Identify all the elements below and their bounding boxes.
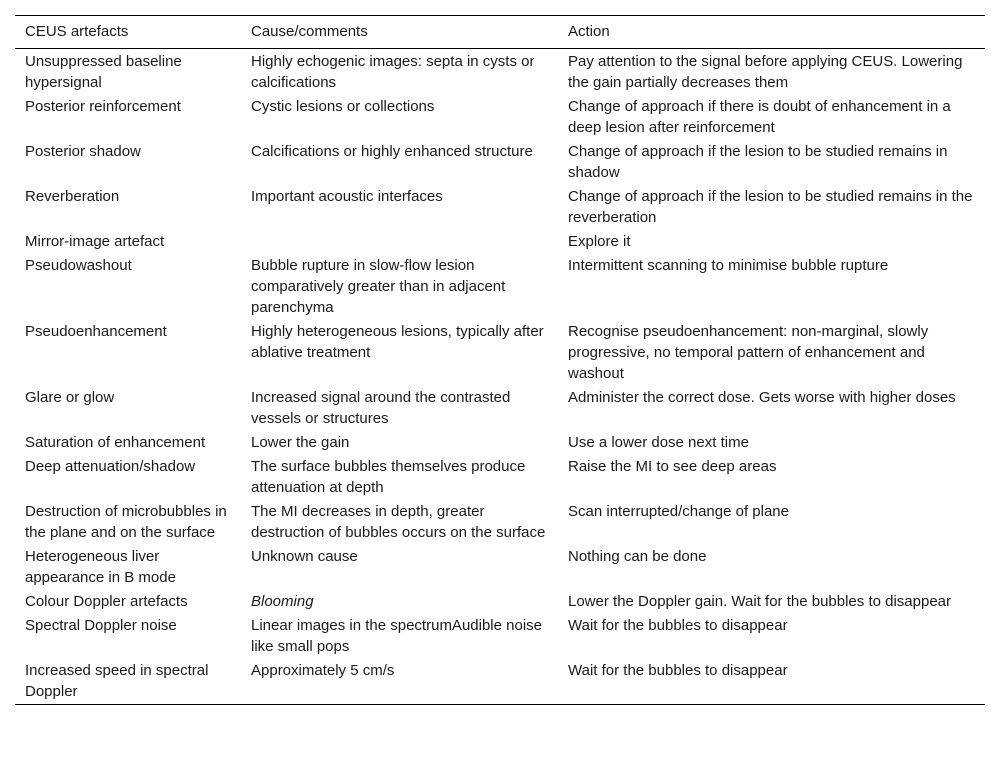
ceus-artefacts-table bbox=[15, 15, 985, 705]
artefact-cell: Posterior reinforcement bbox=[25, 98, 181, 115]
artefact-cell: Pseudoenhancement bbox=[25, 323, 167, 340]
column-header-cause: Cause/comments bbox=[251, 23, 368, 40]
artefact-cell: Posterior shadow bbox=[25, 143, 141, 160]
cause-cell: Approximately 5 cm/s bbox=[251, 662, 395, 679]
cause-cell: Highly echogenic images: septa in cysts or calcifications bbox=[251, 53, 535, 91]
cause-cell: Bubble rupture in slow-flow lesion comparatively greater than in adjacent parenchyma bbox=[251, 257, 506, 316]
action-cell: Scan interrupted/change of plane bbox=[568, 503, 789, 520]
table-row bbox=[15, 386, 985, 431]
cause-cell: Important acoustic interfaces bbox=[251, 188, 443, 205]
cause-cell: Cystic lesions or collections bbox=[251, 98, 435, 115]
action-cell: Change of approach if the lesion to be studied remains in shadow bbox=[568, 143, 948, 181]
artefact-cell: Increased speed in spectral Doppler bbox=[25, 662, 209, 700]
action-cell: Use a lower dose next time bbox=[568, 434, 749, 451]
column-header-action: Action bbox=[568, 23, 610, 40]
cause-cell: Calcifications or highly enhanced structure bbox=[251, 143, 533, 160]
action-cell: Wait for the bubbles to disappear bbox=[568, 662, 788, 679]
table-body bbox=[15, 49, 985, 705]
table-header bbox=[15, 16, 985, 49]
artefact-cell: Saturation of enhancement bbox=[25, 434, 206, 451]
artefact-cell: Heterogeneous liver appearance in B mode bbox=[25, 548, 176, 586]
action-cell: Pay attention to the signal before applying CEUS. Lowering the gain partially decreases them bbox=[568, 53, 963, 91]
artefact-cell: Destruction of microbubbles in the plane and on the surface bbox=[25, 503, 227, 541]
table-row bbox=[15, 230, 985, 254]
ceus-artefacts-table-container bbox=[15, 15, 985, 705]
cause-cell: Highly heterogeneous lesions, typically after ablative treatment bbox=[251, 323, 544, 361]
cause-cell: Lower the gain bbox=[251, 434, 350, 451]
artefact-cell: Pseudowashout bbox=[25, 257, 132, 274]
table-row bbox=[15, 659, 985, 705]
action-cell: Intermittent scanning to minimise bubble rupture bbox=[568, 257, 889, 274]
cause-cell: Unknown cause bbox=[251, 548, 358, 565]
action-cell: Change of approach if the lesion to be studied remains in the reverberation bbox=[568, 188, 973, 226]
table-row bbox=[15, 185, 985, 230]
cause-cell: The MI decreases in depth, greater destruction of bubbles occurs on the surface bbox=[251, 503, 546, 541]
table-row bbox=[15, 431, 985, 455]
action-cell: Explore it bbox=[568, 233, 631, 250]
action-cell: Change of approach if there is doubt of enhancement in a deep lesion after reinforcement bbox=[568, 98, 951, 136]
table-row bbox=[15, 500, 985, 545]
cause-cell: Increased signal around the contrasted vessels or structures bbox=[251, 389, 511, 427]
table-row bbox=[15, 49, 985, 96]
table-row bbox=[15, 455, 985, 500]
artefact-cell: Glare or glow bbox=[25, 389, 115, 406]
table-row bbox=[15, 614, 985, 659]
action-cell: Administer the correct dose. Gets worse with higher doses bbox=[568, 389, 956, 406]
table-row bbox=[15, 545, 985, 590]
artefact-cell: Colour Doppler artefacts bbox=[25, 593, 188, 610]
action-cell: Lower the Doppler gain. Wait for the bubbles to disappear bbox=[568, 593, 952, 610]
artefact-cell: Reverberation bbox=[25, 188, 120, 205]
header-row bbox=[15, 16, 985, 49]
artefact-cell: Unsuppressed baseline hypersignal bbox=[25, 53, 182, 91]
table-row bbox=[15, 95, 985, 140]
artefact-cell: Spectral Doppler noise bbox=[25, 617, 177, 634]
table-row bbox=[15, 320, 985, 386]
table-row bbox=[15, 140, 985, 185]
cause-cell bbox=[241, 230, 558, 254]
table-row bbox=[15, 254, 985, 320]
action-cell: Recognise pseudoenhancement: non-marginal, slowly progressive, no temporal pattern of enhancement and washout bbox=[568, 323, 929, 382]
action-cell: Wait for the bubbles to disappear bbox=[568, 617, 788, 634]
cause-cell: Linear images in the spectrumAudible noise like small pops bbox=[251, 617, 542, 655]
column-header-artefacts: CEUS artefacts bbox=[25, 23, 129, 40]
cause-cell: The surface bubbles themselves produce attenuation at depth bbox=[251, 458, 526, 496]
cause-cell: Blooming bbox=[251, 593, 314, 610]
table-row bbox=[15, 590, 985, 614]
artefact-cell: Mirror-image artefact bbox=[25, 233, 165, 250]
action-cell: Raise the MI to see deep areas bbox=[568, 458, 777, 475]
action-cell: Nothing can be done bbox=[568, 548, 707, 565]
artefact-cell: Deep attenuation/shadow bbox=[25, 458, 196, 475]
